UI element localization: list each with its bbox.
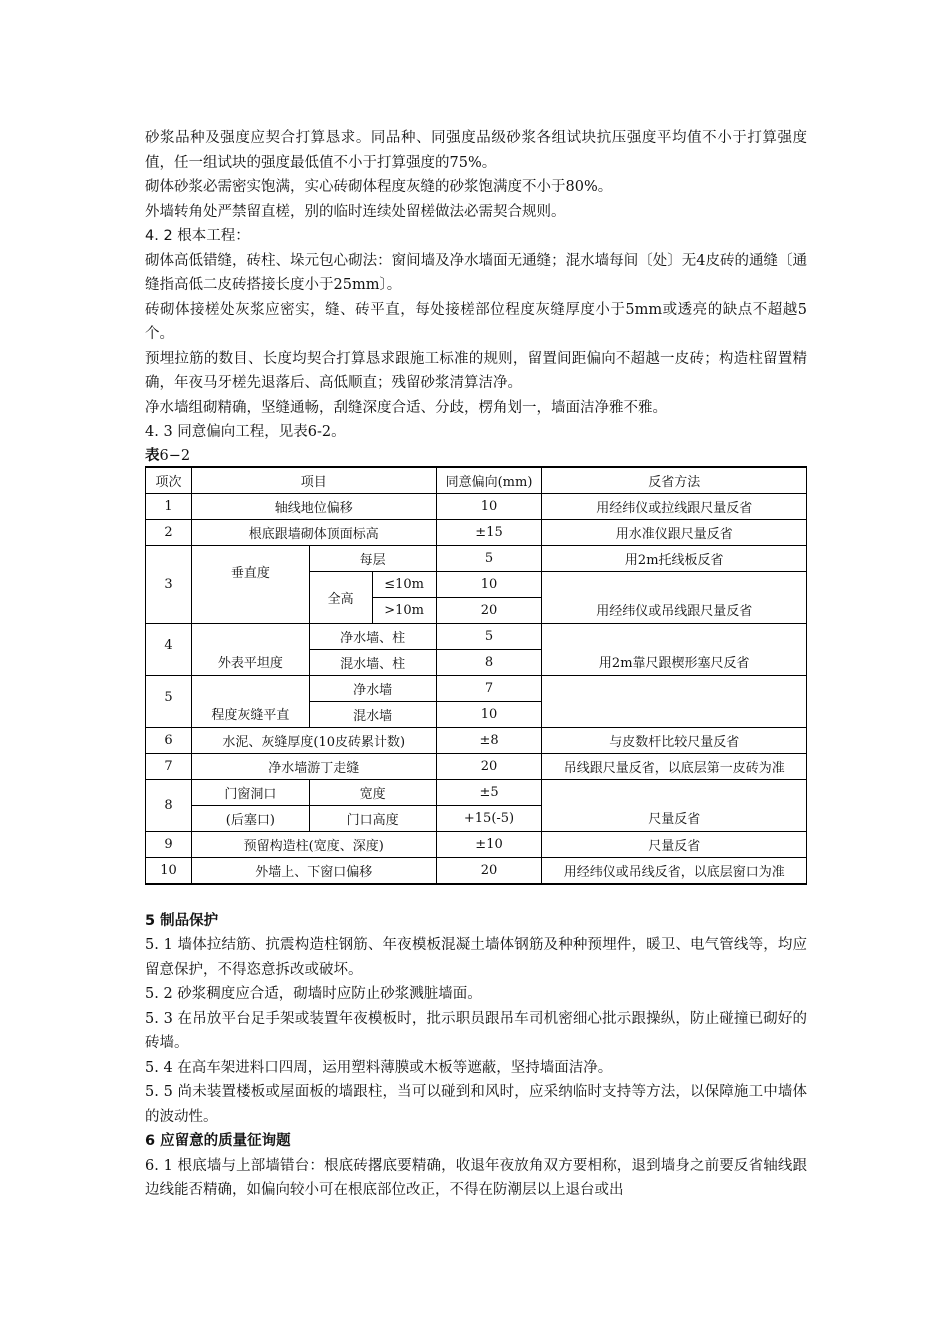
table-cell: 3 (146, 545, 192, 623)
table-cell: 每层 (309, 545, 436, 571)
table-cell: 5 (436, 545, 542, 571)
table-cell: 2 (146, 519, 192, 545)
table-row (146, 831, 807, 857)
table-row (146, 493, 807, 519)
paragraph: 砂浆品种及强度应契合打算恳求。同品种、同强度品级砂浆各组试块抗压强度平均值不小于打算强度值，任一组试块的强度最低值不小于打算强度的75%。 (145, 130, 807, 171)
table-cell: 根底跟墙砌体顶面标高 (191, 519, 436, 545)
table-row (146, 519, 807, 545)
table-cell: 门口高度 (309, 805, 436, 831)
table-cell: 20 (436, 753, 542, 779)
table-cell: 净水墙游丁走缝 (191, 753, 436, 779)
table-cell: 水泥、灰缝厚度(10皮砖累计数) (191, 727, 436, 753)
paragraph: 5. 5 尚未装置楼板或屋面板的墙跟柱，当可以碰到和风时，应采纳临时支持等方法，以保障施工中墙体的波动性。 (145, 1084, 807, 1125)
section-heading: 5 制品保护 (145, 912, 219, 929)
table-cell: 宽度 (309, 779, 436, 805)
table-cell: 程度灰缝平直 (191, 675, 309, 727)
table-row (146, 675, 807, 701)
paragraph: 6. 1 根底墙与上部墙错台：根底砖撂底要精确，收退年夜放角双方要相称，退到墙身之前要反省轴线跟边线能否精确，如偏向较小可在根底部位改正，不得在防潮层以上退台或出 (145, 1157, 807, 1198)
table-row (146, 545, 807, 571)
table-cell: 6 (146, 727, 192, 753)
paragraph: 砌体高低错缝，砖柱、垛元包心砌法：窗间墙及净水墙面无通缝；混水墙每间〔处〕无4皮砖的通缝〔通缝指高低二皮砖搭接长度小于25mm〕。 (145, 252, 807, 293)
table-cell: 20 (436, 857, 542, 884)
table-cell: 4 (146, 623, 192, 675)
header-cell: 项目 (191, 467, 436, 494)
table-cell: (后塞口) (191, 805, 309, 831)
table-row (146, 753, 807, 779)
table-row (146, 857, 807, 884)
table-cell: 尺量反省 (542, 831, 807, 857)
table-row (146, 623, 807, 649)
table-cell: 用经纬仪或拉线跟尺量反省 (542, 493, 807, 519)
table-cell: 5 (436, 623, 542, 649)
header-cell: 项次 (146, 467, 192, 494)
table-cell: 7 (146, 753, 192, 779)
table-row (146, 779, 807, 805)
table-cell: 预留构造柱(宽度、深度) (191, 831, 436, 857)
table-cell: 10 (146, 857, 192, 884)
spacer (145, 885, 807, 909)
table-cell: 1 (146, 493, 192, 519)
table-cell: 吊线跟尺量反省，以底层第一皮砖为准 (542, 753, 807, 779)
table-cell: 用经纬仪或吊线跟尺量反省 (542, 571, 807, 623)
section-heading: 6 应留意的质量征询题 (145, 1133, 291, 1149)
table-cell: 10 (436, 701, 542, 727)
paragraph: 5. 3 在吊放平台足手架或装置年夜模板时，批示职员跟吊车司机密细心批示跟操纵，防止碰撞已砌好的砖墙。 (145, 1010, 807, 1051)
table-cell: ±15 (436, 519, 542, 545)
table-cell: 8 (146, 779, 192, 831)
table-cell: 与皮数杆比较尺量反省 (542, 727, 807, 753)
table-cell: ±5 (436, 779, 542, 805)
table-cell: 用2m托线板反省 (542, 545, 807, 571)
table-cell: 10 (436, 571, 542, 597)
table-cell: >10m (372, 597, 436, 623)
table-title (145, 446, 807, 466)
table-cell: 外墙上、下窗口偏移 (191, 857, 436, 884)
table-cell: 8 (436, 649, 542, 675)
paragraph: 5. 2 砂浆稠度应合适，砌墙时应防止砂浆溅脏墙面。 (145, 986, 482, 1002)
paragraph: 4. 3 同意偏向工程，见表6-2。 (145, 424, 346, 440)
document-page (145, 126, 807, 1203)
table-cell: 5 (146, 675, 192, 727)
table-cell: 用水准仪跟尺量反省 (542, 519, 807, 545)
table-cell: 净水墙 (309, 675, 436, 701)
paragraph: 预埋拉筋的数目、长度均契合打算恳求跟施工标准的规则，留置间距偏向不超越一皮砖；构造柱留置精确，年夜马牙槎先退落后、高低顺直；残留砂浆清算洁净。 (145, 350, 807, 391)
table-cell: 混水墙 (309, 701, 436, 727)
paragraph: 净水墙组砌精确，坚缝通畅，刮缝深度合适、分歧，楞角划一，墙面洁净雅不雅。 (145, 399, 667, 416)
table-cell: 全高 (309, 571, 372, 623)
table-cell: +15(-5) (436, 805, 542, 831)
table-cell: 10 (436, 493, 542, 519)
tolerance-table (145, 466, 807, 885)
table-cell: 轴线地位偏移 (191, 493, 436, 519)
table-title-number: 6−2 (159, 447, 191, 464)
paragraph: 5. 1 墙体拉结筋、抗震构造柱钢筋、年夜模板混凝土墙体钢筋及种种预埋件，暖卫、电气管线等，均应留意保护，不得恣意拆改或破坏。 (145, 937, 807, 978)
table-cell: 外表平坦度 (191, 623, 309, 675)
paragraph: 砌体砂浆必需密实饱满，实心砖砌体程度灰缝的砂浆饱满度不小于80%。 (145, 179, 613, 195)
table-cell: ≤10m (372, 571, 436, 597)
section-heading: 4. 2 根本工程： (145, 228, 250, 244)
header-cell: 反省方法 (542, 467, 807, 494)
table-cell: 混水墙、柱 (309, 649, 436, 675)
table-cell: 用经纬仪或吊线反省，以底层窗口为准 (542, 857, 807, 884)
table-cell: ±10 (436, 831, 542, 857)
table-title-prefix: 表 (145, 446, 160, 464)
table-cell (542, 675, 807, 727)
table-cell: 门窗洞口 (191, 779, 309, 805)
table-header-row (146, 467, 807, 494)
table-cell: ±8 (436, 727, 542, 753)
table-cell: 垂直度 (191, 545, 309, 623)
table-cell: 9 (146, 831, 192, 857)
table-cell: 7 (436, 675, 542, 701)
table-cell: 用2m靠尺跟楔形塞尺反省 (542, 623, 807, 675)
paragraph: 5. 4 在高车架进料口四周，运用塑料薄膜或木板等遮蔽，坚持墙面洁净。 (145, 1059, 613, 1076)
table-cell: 净水墙、柱 (309, 623, 436, 649)
table-cell: 尺量反省 (542, 779, 807, 831)
table-row (146, 727, 807, 753)
paragraph: 外墙转角处严禁留直槎，别的临时连续处留槎做法必需契合规则。 (145, 203, 566, 220)
header-cell: 同意偏向(mm) (436, 467, 542, 494)
paragraph: 砖砌体接槎处灰浆应密实，缝、砖平直，每处接槎部位程度灰缝厚度小于5mm或透亮的缺点不超越5个。 (145, 301, 807, 342)
table-cell: 20 (436, 597, 542, 623)
